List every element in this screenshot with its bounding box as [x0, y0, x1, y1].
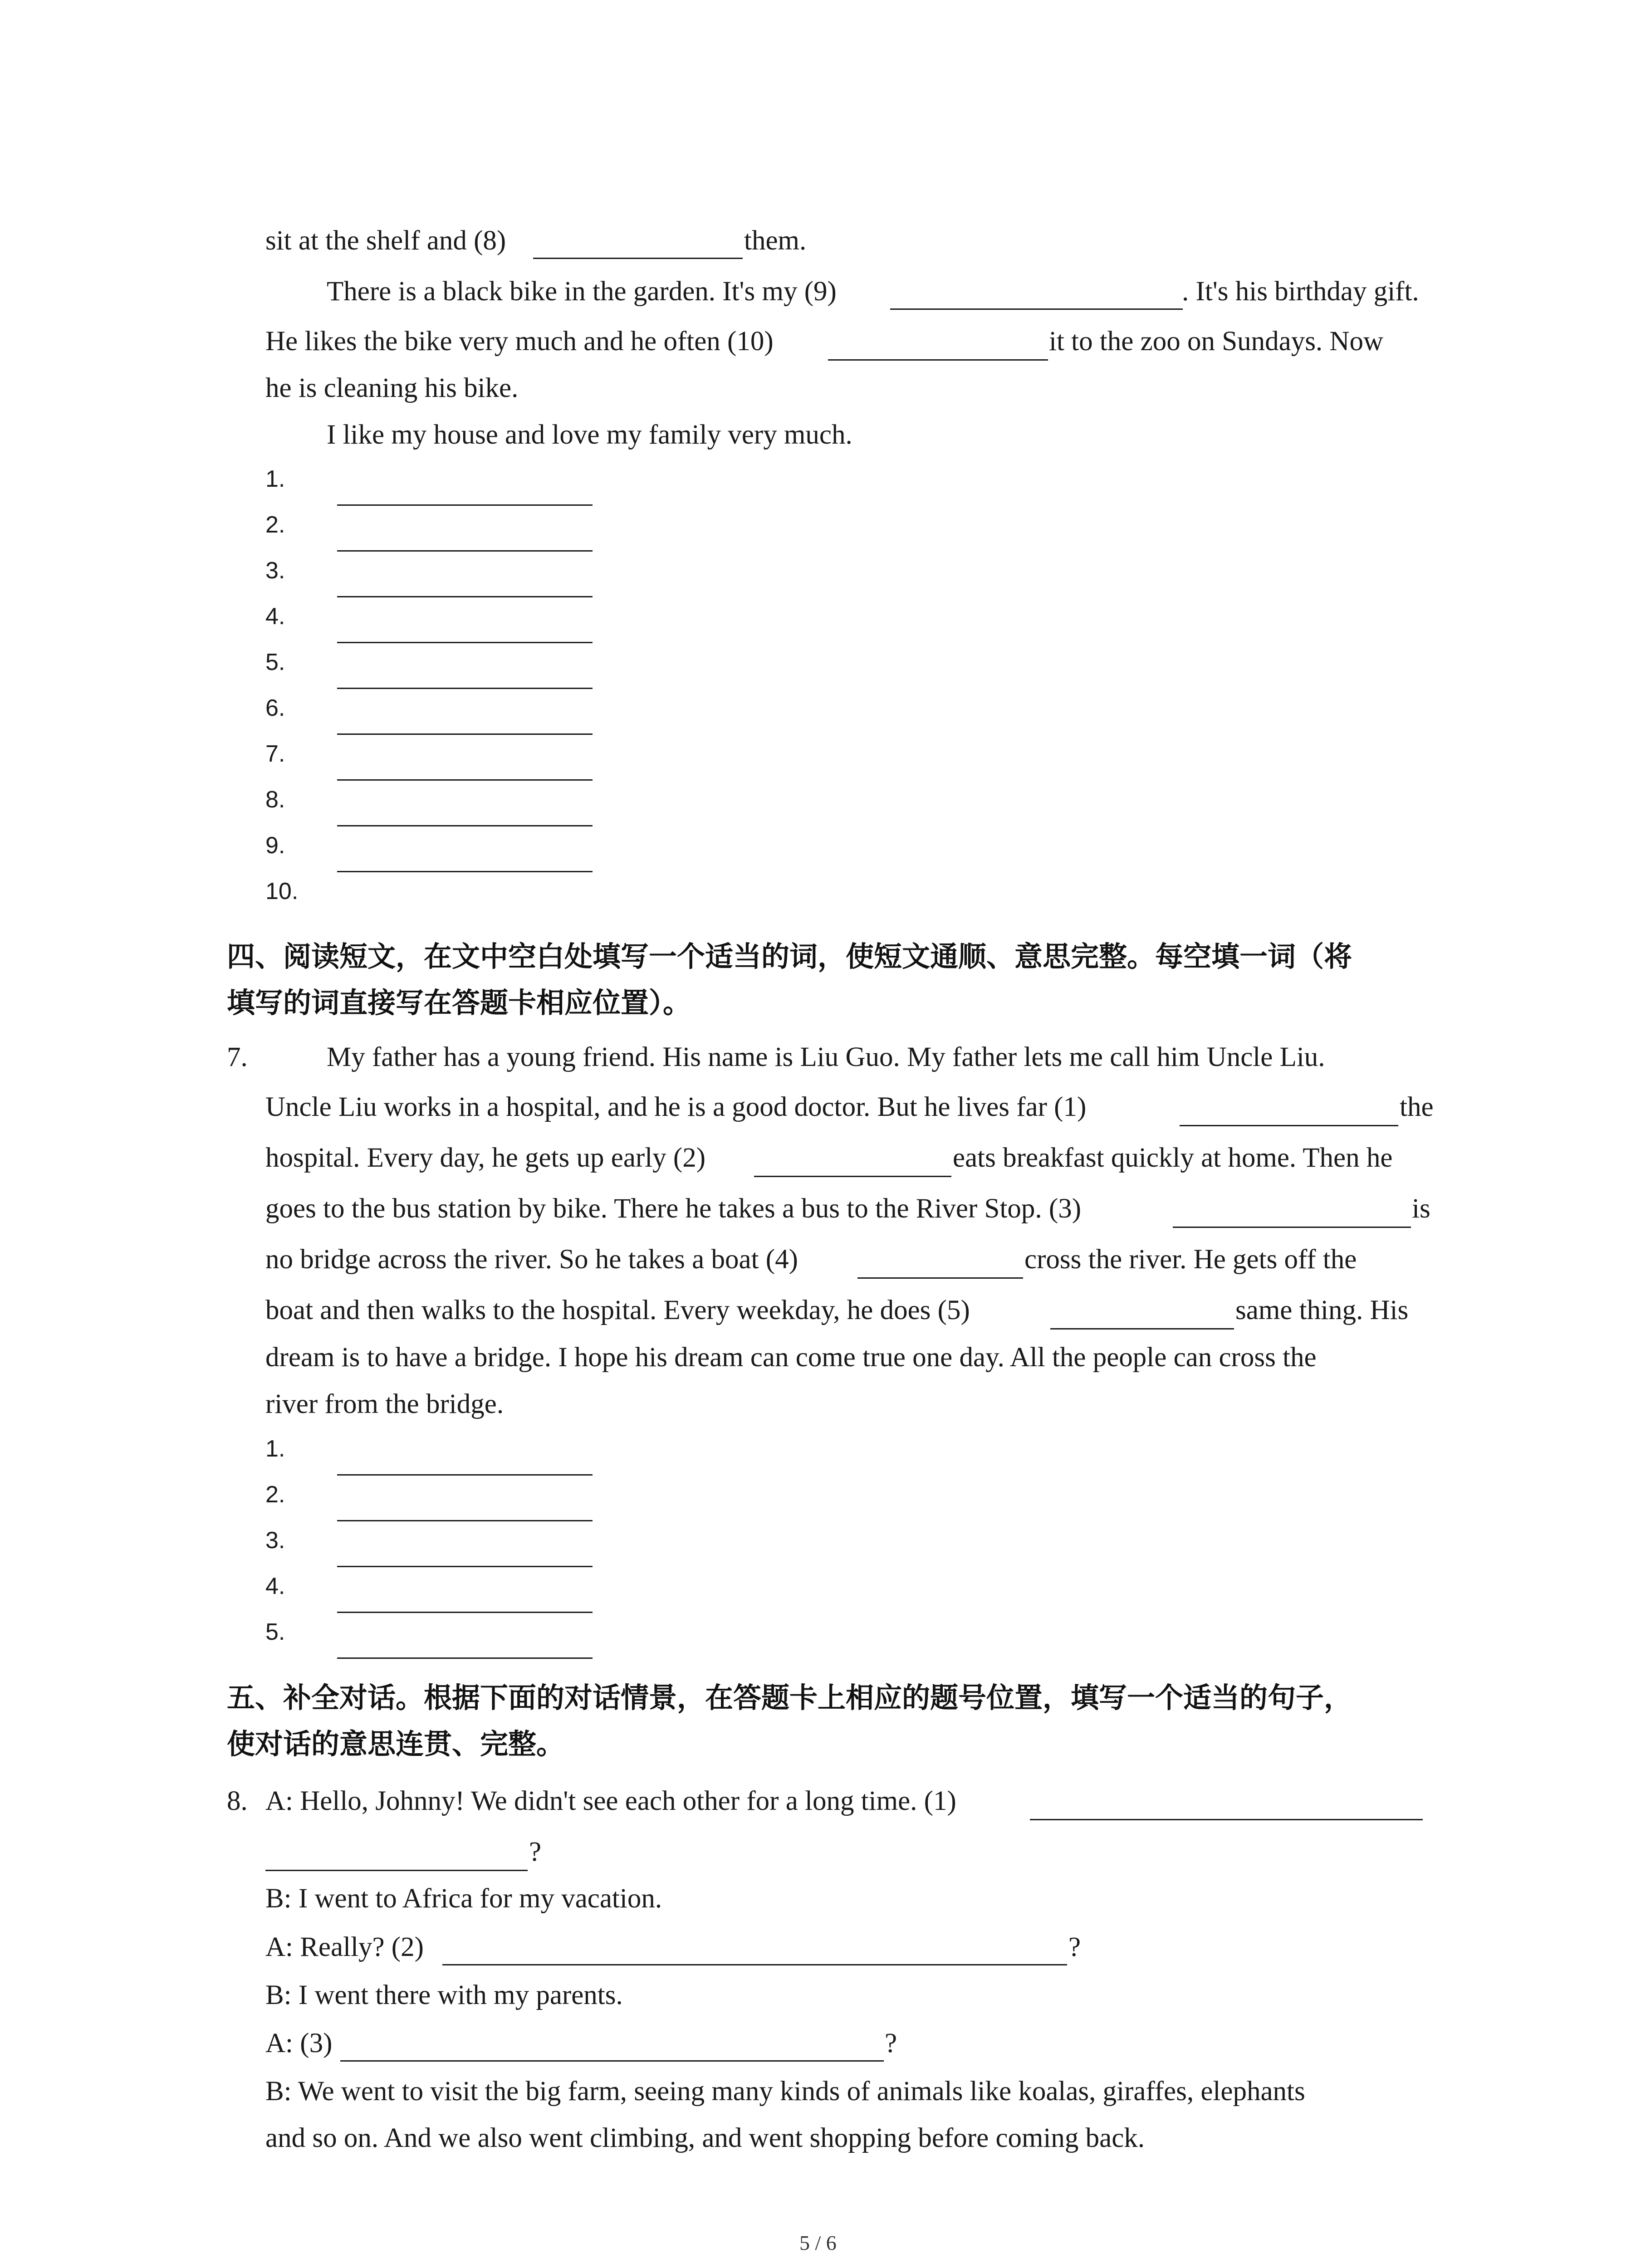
passage-text: is	[1412, 1193, 1430, 1224]
answer-blank[interactable]	[337, 1612, 593, 1613]
answer-number: 9.	[265, 832, 285, 859]
answer-blank[interactable]	[337, 1657, 593, 1659]
dialogue-text: ?	[1068, 1932, 1081, 1962]
passage-text: dream is to have a bridge. I hope his dream can come true one day. All the people can cross the	[265, 1342, 1317, 1373]
passage-text: river from the bridge.	[265, 1389, 504, 1419]
answer-blank[interactable]	[337, 1566, 593, 1567]
passage-text: the	[1400, 1092, 1434, 1122]
dialogue-text: A: Really? (2)	[265, 1932, 424, 1962]
blank-2[interactable]	[754, 1176, 951, 1177]
passage-text: no bridge across the river. So he takes a boat (4)	[265, 1244, 798, 1275]
answer-number: 6.	[265, 695, 285, 721]
section-heading: 填写的词直接写在答题卡相应位置）。	[227, 986, 691, 1019]
blank-dialogue-3[interactable]	[340, 2060, 884, 2062]
answer-number: 4.	[265, 1573, 285, 1599]
answer-number: 4.	[265, 603, 285, 630]
blank-dialogue-2[interactable]	[442, 1964, 1067, 1965]
passage-text: them.	[744, 225, 807, 256]
answer-blank[interactable]	[337, 825, 593, 826]
answer-number: 7.	[265, 741, 285, 767]
dialogue-text: A: (3)	[265, 2028, 333, 2058]
dialogue-text: B: We went to visit the big farm, seeing many kinds of animals like koalas, giraffes, elephants	[265, 2076, 1305, 2107]
answer-number: 3.	[265, 1527, 285, 1554]
passage-text: I like my house and love my family very much.	[327, 420, 852, 450]
dialogue-text: B: I went there with my parents.	[265, 1980, 623, 2010]
question-number: 8.	[227, 1786, 248, 1816]
answer-number: 5.	[265, 649, 285, 675]
dialogue-text: and so on. And we also went climbing, and went shopping before coming back.	[265, 2123, 1145, 2153]
section-heading: 四、阅读短文，在文中空白处填写一个适当的词，使短文通顺、意思完整。每空填一词（将	[227, 940, 1352, 973]
page-number: 5 / 6	[799, 2231, 837, 2254]
passage-text: There is a black bike in the garden. It's my (9)	[327, 276, 837, 307]
dialogue-text: A: Hello, Johnny! We didn't see each other for a long time. (1)	[265, 1786, 956, 1816]
passage-text: eats breakfast quickly at home. Then he	[953, 1143, 1393, 1173]
answer-blank[interactable]	[337, 642, 593, 643]
passage-text: boat and then walks to the hospital. Every weekday, he does (5)	[265, 1295, 970, 1325]
blank-dialogue-1[interactable]	[1030, 1819, 1423, 1820]
dialogue-text: ?	[529, 1837, 542, 1867]
passage-text: Uncle Liu works in a hospital, and he is a good doctor. But he lives far (1)	[265, 1092, 1087, 1122]
passage-text: it to the zoo on Sundays. Now	[1049, 326, 1384, 357]
passage-text: goes to the bus station by bike. There he takes a bus to the River Stop. (3)	[265, 1193, 1082, 1224]
answer-number: 2.	[265, 1481, 285, 1508]
passage-text: . It's his birthday gift.	[1182, 276, 1419, 307]
answer-number: 1.	[265, 1436, 285, 1462]
answer-number: 8.	[265, 787, 285, 813]
passage-text: He likes the bike very much and he often (10)	[265, 326, 774, 357]
answer-blank[interactable]	[337, 550, 593, 552]
section-heading: 使对话的意思连贯、完整。	[227, 1727, 565, 1760]
passage-text: My father has a young friend. His name is Liu Guo. My father lets me call him Uncle Liu.	[327, 1042, 1325, 1072]
blank-1[interactable]	[1180, 1125, 1398, 1126]
answer-blank[interactable]	[337, 733, 593, 735]
blank-8[interactable]	[533, 258, 743, 259]
passage-text: same thing. His	[1235, 1295, 1409, 1325]
section-heading: 五、补全对话。根据下面的对话情景，在答题卡上相应的题号位置，填写一个适当的句子，	[227, 1681, 1352, 1714]
dialogue-text: B: I went to Africa for my vacation.	[265, 1883, 662, 1914]
passage-text: hospital. Every day, he gets up early (2)	[265, 1143, 706, 1173]
passage-text: cross the river. He gets off the	[1024, 1244, 1357, 1275]
blank-9[interactable]	[890, 308, 1183, 310]
dialogue-text: ?	[885, 2028, 897, 2058]
answer-number: 10.	[265, 878, 299, 904]
blank-dialogue-1-cont[interactable]	[265, 1870, 528, 1871]
answer-number: 5.	[265, 1619, 285, 1645]
answer-blank[interactable]	[337, 871, 593, 872]
answer-number: 3.	[265, 557, 285, 584]
answer-blank[interactable]	[337, 504, 593, 506]
question-number: 7.	[227, 1042, 248, 1072]
blank-4[interactable]	[857, 1277, 1023, 1279]
answer-blank[interactable]	[337, 1520, 593, 1521]
blank-10[interactable]	[828, 359, 1048, 361]
answer-blank[interactable]	[337, 596, 593, 597]
blank-3[interactable]	[1173, 1227, 1411, 1228]
answer-blank[interactable]	[337, 1474, 593, 1476]
answer-number: 2.	[265, 512, 285, 538]
blank-5[interactable]	[1050, 1328, 1234, 1330]
passage-text: sit at the shelf and (8)	[265, 225, 506, 256]
answer-blank[interactable]	[337, 688, 593, 689]
answer-number: 1.	[265, 466, 285, 492]
passage-text: he is cleaning his bike.	[265, 373, 519, 403]
answer-blank[interactable]	[337, 779, 593, 781]
